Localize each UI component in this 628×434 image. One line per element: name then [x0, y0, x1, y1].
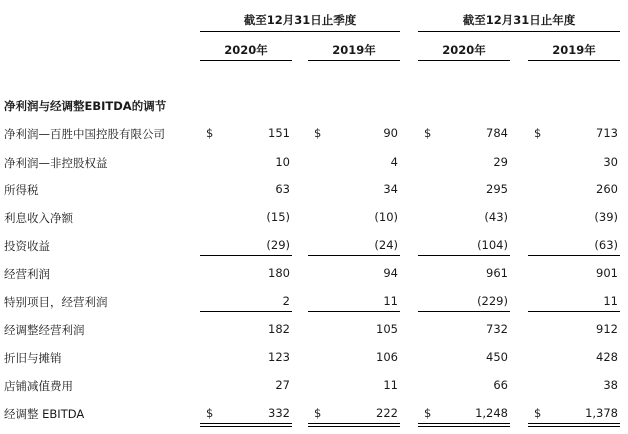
row-value: 222: [376, 406, 398, 420]
row-label: 净利润—百胜中国控股有限公司: [4, 127, 165, 141]
currency-symbol: $: [206, 406, 214, 420]
col-rule-2: [308, 60, 400, 61]
row-label: 净利润—非控股权益: [4, 156, 108, 170]
row-value: 123: [268, 350, 290, 364]
row-value: 961: [486, 266, 508, 280]
header-quarter-rule: [200, 31, 400, 32]
currency-symbol: $: [206, 126, 214, 140]
col-rule-1: [200, 60, 292, 61]
row-label: 折旧与摊销: [4, 351, 62, 365]
row-value: (15): [266, 210, 290, 224]
row-label: 店铺减值费用: [4, 379, 73, 393]
row-label: 投资收益: [4, 239, 50, 253]
row-value: 90: [383, 126, 398, 140]
row-label: 经调整 EBITDA: [4, 407, 85, 421]
col-header-q-2019: 2019年: [332, 43, 376, 57]
col-header-y-2020: 2020年: [442, 43, 486, 57]
header-year-rule: [418, 31, 620, 32]
currency-symbol: $: [534, 126, 542, 140]
row-value: 151: [268, 126, 290, 140]
row-label: 经调整经营利润: [4, 323, 85, 337]
col-rule-4: [528, 60, 620, 61]
row-label: 特别项目，经营利润: [4, 295, 108, 309]
row-value: 34: [383, 182, 398, 196]
currency-symbol: $: [314, 126, 322, 140]
row-value: 106: [376, 350, 398, 364]
header-year-group: 截至12月31日止年度: [462, 13, 576, 27]
subtotal-rule: [418, 255, 510, 256]
row-value: 11: [383, 378, 398, 392]
currency-symbol: $: [424, 406, 432, 420]
row-value: 66: [493, 378, 508, 392]
subtotal-rule: [200, 255, 292, 256]
row-value: 182: [268, 322, 290, 336]
row-value: 332: [268, 406, 290, 420]
subtotal-rule: [308, 311, 400, 312]
row-value: 784: [486, 126, 508, 140]
row-value: (10): [374, 210, 398, 224]
row-value: (63): [594, 238, 618, 252]
total-double-rule: [528, 423, 620, 427]
row-value: 1,378: [585, 406, 618, 420]
row-value: (104): [477, 238, 508, 252]
row-value: 713: [596, 126, 618, 140]
row-value: 10: [275, 155, 290, 169]
row-value: (29): [266, 238, 290, 252]
currency-symbol: $: [314, 406, 322, 420]
row-value: 30: [603, 155, 618, 169]
col-header-q-2020: 2020年: [224, 43, 268, 57]
row-value: 260: [596, 182, 618, 196]
row-value: 1,248: [475, 406, 508, 420]
section-title: 净利润与经调整EBITDA的调节: [4, 99, 167, 113]
row-value: 105: [376, 322, 398, 336]
row-value: 912: [596, 322, 618, 336]
currency-symbol: $: [424, 126, 432, 140]
row-value: 27: [275, 378, 290, 392]
total-double-rule: [418, 423, 510, 427]
row-value: 4: [390, 155, 398, 169]
row-value: (43): [484, 210, 508, 224]
col-rule-3: [418, 60, 510, 61]
row-value: 11: [603, 294, 618, 308]
row-value: 732: [486, 322, 508, 336]
subtotal-rule: [200, 311, 292, 312]
row-value: (39): [594, 210, 618, 224]
row-value: 63: [275, 182, 290, 196]
row-value: 2: [282, 294, 290, 308]
row-label: 利息收入净额: [4, 211, 73, 225]
row-value: 94: [383, 266, 398, 280]
row-value: 180: [268, 266, 290, 280]
subtotal-rule: [528, 255, 620, 256]
col-header-y-2019: 2019年: [552, 43, 596, 57]
subtotal-rule: [418, 311, 510, 312]
subtotal-rule: [528, 311, 620, 312]
row-value: 450: [486, 350, 508, 364]
row-value: 29: [493, 155, 508, 169]
row-label: 所得税: [4, 183, 39, 197]
currency-symbol: $: [534, 406, 542, 420]
total-double-rule: [308, 423, 400, 427]
row-value: 11: [383, 294, 398, 308]
total-double-rule: [200, 423, 292, 427]
row-label: 经营利润: [4, 267, 50, 281]
subtotal-rule: [308, 255, 400, 256]
row-value: 428: [596, 350, 618, 364]
row-value: 38: [603, 378, 618, 392]
header-quarter-group: 截至12月31日止季度: [243, 13, 357, 27]
row-value: 295: [486, 182, 508, 196]
row-value: (24): [374, 238, 398, 252]
row-value: (229): [477, 294, 508, 308]
row-value: 901: [596, 266, 618, 280]
